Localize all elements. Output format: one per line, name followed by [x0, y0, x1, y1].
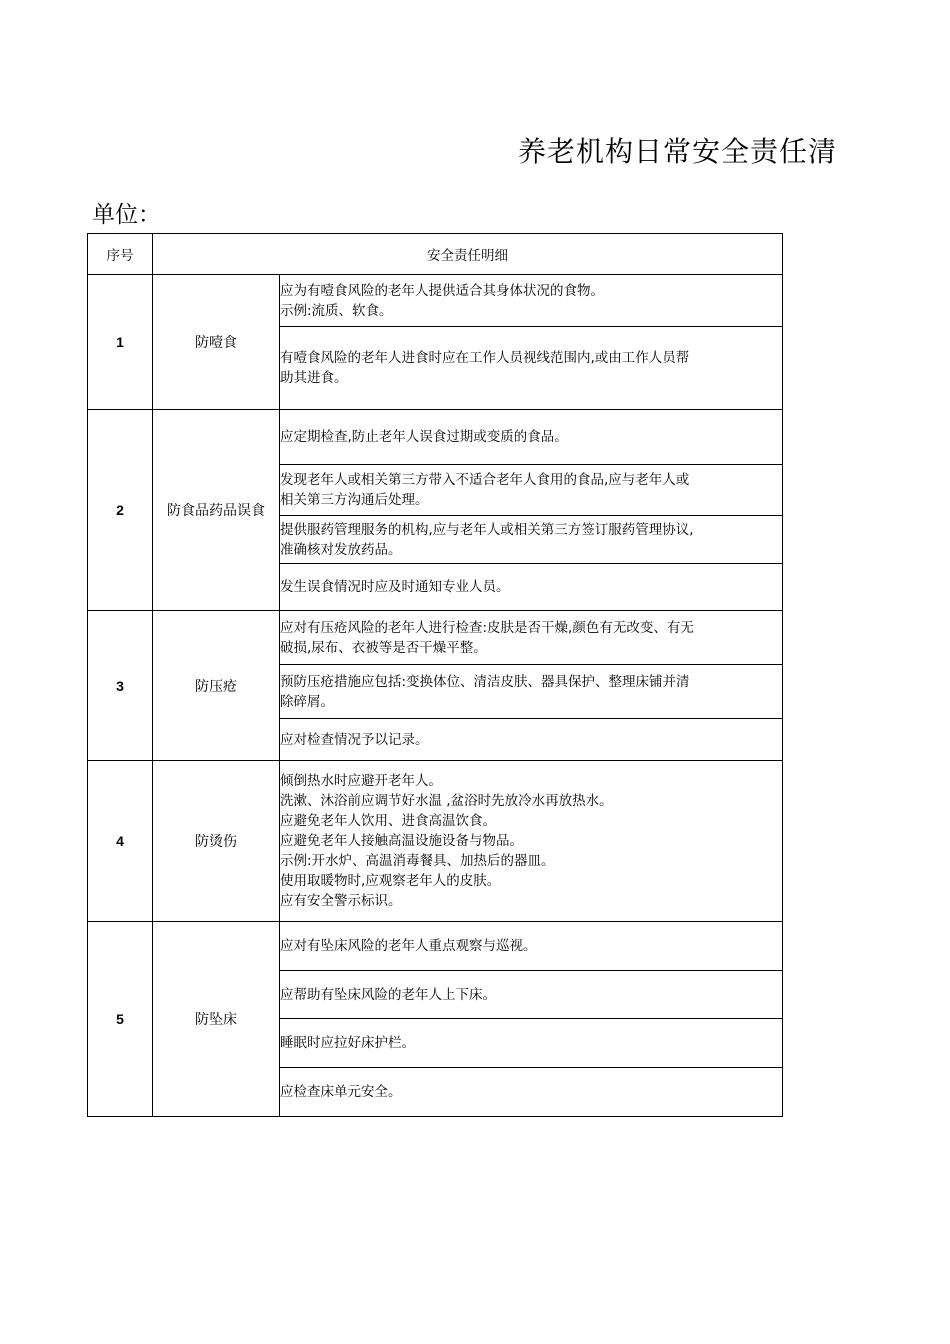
- group-category: 防食品药品误食: [153, 410, 280, 611]
- table-row: [88, 410, 783, 465]
- header-index: 序号: [88, 234, 153, 275]
- detail-item: 倾倒热水时应避开老年人。 洗漱、沐浴前应调节好水温 ,盆浴时先放冷水再放热水。 应避免老年人饮用、进食高温饮食。 应避免老年人接触高温设施设备与物品。 示例:开水炉、高温消毒餐具、加热后的器皿。 使用取暖物时,应观察老年人的皮肤。 应有安全警示标识。: [280, 761, 783, 922]
- responsibility-table: [87, 233, 783, 1117]
- detail-item: 应对有压疮风险的老年人进行检查:皮肤是否干燥,颜色有无改变、有无 破损,尿布、衣被等是否干燥平整。: [280, 611, 783, 665]
- table-row: [88, 611, 783, 665]
- detail-item: 应检查床单元安全。: [280, 1068, 783, 1117]
- table-row: [88, 761, 783, 922]
- detail-item: 发现老年人或相关第三方带入不适合老年人食用的食品,应与老年人或 相关第三方沟通后处理。: [280, 465, 783, 516]
- group-number: 3: [88, 611, 153, 761]
- detail-item: 有噎食风险的老年人进食时应在工作人员视线范围内,或由工作人员帮 助其进食。: [280, 327, 783, 410]
- detail-item: 应定期检查,防止老年人误食过期或变质的食品。: [280, 410, 783, 465]
- group-number: 5: [88, 922, 153, 1117]
- group-number: 1: [88, 275, 153, 410]
- group-number: 4: [88, 761, 153, 922]
- header-details: 安全责任明细: [153, 234, 783, 275]
- group-number: 2: [88, 410, 153, 611]
- detail-item: 应对有坠床风险的老年人重点观察与巡视。: [280, 922, 783, 971]
- detail-item: 发生误食情况时应及时通知专业人员。: [280, 564, 783, 611]
- detail-item: 应对检查情况予以记录。: [280, 719, 783, 761]
- detail-item: 睡眠时应拉好床护栏。: [280, 1019, 783, 1068]
- group-category: 防压疮: [153, 611, 280, 761]
- group-category: 防坠床: [153, 922, 280, 1117]
- group-category: 防烫伤: [153, 761, 280, 922]
- table-row: [88, 275, 783, 327]
- detail-item: 预防压疮措施应包括:变换体位、清洁皮肤、器具保护、整理床铺并清 除碎屑。: [280, 665, 783, 719]
- page-title: 养老机构日常安全责任清: [518, 135, 838, 168]
- group-category: 防噎食: [153, 275, 280, 410]
- detail-item: 应帮助有坠床风险的老年人上下床。: [280, 971, 783, 1019]
- detail-item: 提供服药管理服务的机构,应与老年人或相关第三方签订服药管理协议, 准确核对发放药品。: [280, 516, 783, 564]
- table-row: [88, 922, 783, 971]
- table-header-row: [88, 234, 783, 275]
- unit-label: 单位：: [92, 202, 161, 228]
- detail-item: 应为有噎食风险的老年人提供适合其身体状况的食物。 示例:流质、软食。: [280, 275, 783, 327]
